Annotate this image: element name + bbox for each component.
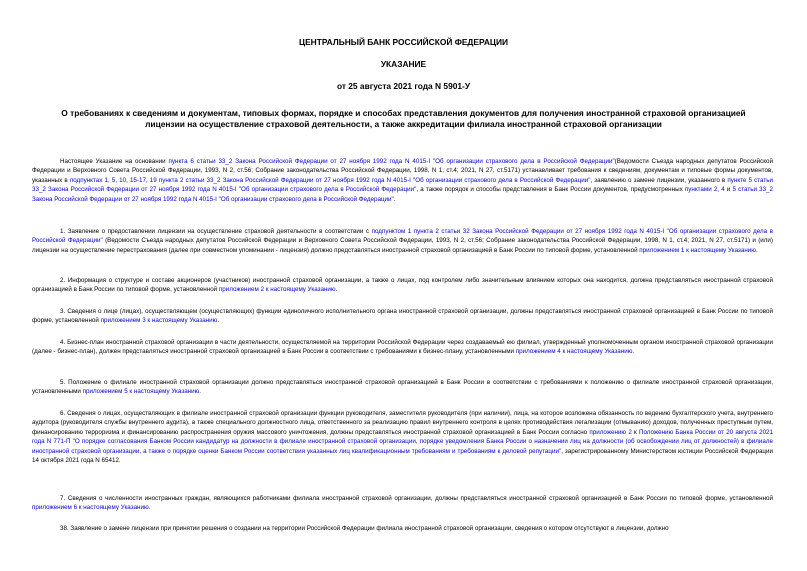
paragraph-38 <box>32 524 773 533</box>
paragraph-text: 38. Заявление о замене лицензии при принятии решения о создании на территории Российской Федерации филиала иностранной страховой организации, сведения о котором отсутствуют в лицензии, должно <box>60 525 669 532</box>
paragraph-text: 2. Информация о структуре и составе акционеров (участников) иностранной страховой организации, а также о лицах, под контролем либо значительным влиянием которых она находится, должна представляться иностранной страховой организацией в Банк России по типовой форме, установленной <box>32 277 773 294</box>
legal-reference-link[interactable]: приложением 4 к настоящему Указанию <box>515 348 633 356</box>
paragraph-text: . <box>632 348 635 356</box>
legal-reference-link[interactable]: приложением 5 к настоящему Указанию <box>82 388 200 396</box>
legal-reference-link[interactable]: подпунктах 1, 5, 10, 15-17, 19 пункта 2 статьи 33_2 Закона Российской Федерации от 27 ноября 1992 года N 4015-I "Об организации страхового дела в Российской Федерации" <box>69 176 591 184</box>
paragraph-text: . <box>148 504 151 512</box>
paragraph-2 <box>32 276 773 295</box>
paragraph-text: 6. Сведения о лицах, осуществляющих в филиале иностранной страховой организации функции руководителя, заместителя руководителя (при наличии), лица, на которое возложена обязанность по ведению бухгалтерского учета, внутреннего аудитора (руководителя службы внутреннего аудита), а также специального должностного лица, ответственного за реализацию правил внутреннего контроля в целях противодействия легализации (отмыванию) доходов, полученных преступным путем, финансированию терроризма и финансированию распространения оружия массового уничтожения, должны представляться иностранной страховой организацией в Банк России согласно <box>32 410 773 436</box>
paragraph-text: 7. Сведения о численности иностранных граждан, являющихся работниками филиала иностранной страховой организации, должны представляться иностранной страховой организацией в Банк России по типовой форме, установленной <box>60 495 773 502</box>
paragraph-text: 1. Заявление о предоставлении лицензии на осуществление страховой деятельности в соответствии с <box>60 228 372 235</box>
legal-reference-link[interactable]: приложением 6 к настоящему Указанию <box>32 504 149 512</box>
document-title: О требованиях к сведениям и документам, типовых формах, порядке и способах представления документов для получения иностранной страховой организацией лицензии на осуществление страховой деятельности, а также аккредитации филиала иностранной страховой организации <box>61 108 746 129</box>
legal-reference-link[interactable]: приложением 2 к настоящему Указанию <box>218 286 336 294</box>
issuer-heading: ЦЕНТРАЛЬНЫЙ БАНК РОССИЙСКОЙ ФЕДЕРАЦИИ <box>298 37 509 47</box>
paragraph-text: . <box>335 286 338 294</box>
paragraph-text: 3. Сведения о лице (лицах), осуществляющем (осуществляющих) функции единоличного исполнительного органа иностранной страховой организации, должны представляться иностранной страховой организацией в Банк России по типовой форме, установленной <box>32 308 773 325</box>
paragraph-text: (Ведомости Съезда народных депутатов Российской Федерации и Верховного Совета Российской Федерации, 1993, N 2, ст.56; Собрание законодательства Российской Федерации, 1998, N 1, ст.4; 2021, N 27, ст.5171) устанавливает требования к сведениям, документам и типовые формы документов, указанных в <box>32 158 773 184</box>
paragraph-text: . <box>217 317 220 325</box>
document-date-number: от 25 августа 2021 года N 5901-У <box>336 81 471 91</box>
paragraph-1 <box>32 227 773 255</box>
paragraph-6 <box>32 409 773 465</box>
paragraph-text: , а также порядок и способы представления в Банк России документов, предусмотренных <box>416 186 685 194</box>
paragraph-text: . <box>199 388 202 396</box>
legal-reference-link[interactable]: приложением 1 к настоящему Указанию <box>639 246 756 254</box>
legal-reference-link[interactable]: пунктами 2, 4 <box>684 186 725 194</box>
preamble-paragraph <box>32 157 773 204</box>
paragraph-3 <box>32 307 773 326</box>
paragraph-text: , заявлению о замене лицензии, указанного в <box>590 176 728 184</box>
legal-reference-link[interactable]: подпунктом 1 пункта 2 статьи 32 Закона Российской Федерации от 27 ноября 1992 года N 4015-I "Об организации страхового дела в Российской Федерации" <box>32 228 773 245</box>
legal-reference-link[interactable]: 5 статьи 33_2 Закона Российской Федерации от 27 ноября 1992 года N 4015-I "Об организации страхового дела в Российской Федерации" <box>32 186 774 203</box>
paragraph-text: , зарегистрированному Министерством юстиции Российской Федерации 14 октября 2021 года N 65412. <box>32 447 773 465</box>
paragraph-text: 4. Бизнес-план иностранной страховой организации в части деятельности, осуществляемой на территории Российской Федерации через создаваемый ею филиал, утвержденный уполномоченным органом иностранной страховой организации (далее - бизнес-план), должен представляться иностранной страховой организацией в Банк России в соответствии с требованиями к бизнес-плану, установленными <box>32 339 773 356</box>
paragraph-text: . <box>755 246 758 254</box>
legal-reference-link[interactable]: Положению Банка России от 20 августа 2021 года N 771-П "О порядке согласования Банком России кандидатур на должности в филиале иностранной страховой организации, порядке уведомления Банка России о назначении лиц на должности (об освобождении лиц от должностей) в филиале иностранной страховой организации, а также о порядке оценки Банком России соответствия указанных лиц квалификационным требованиям и требованиям к деловой репутации" <box>32 428 773 455</box>
legal-reference-link[interactable]: пункта 6 статьи 33_2 Закона Российской Федерации от 27 ноября 1992 года N 4015-I "Об организации страхового дела в Российской Федерации" <box>168 158 615 165</box>
paragraph-text: и <box>724 186 733 194</box>
paragraph-4 <box>32 338 773 357</box>
paragraph-7 <box>32 494 773 513</box>
legal-reference-link[interactable]: приложению 2 <box>589 428 632 436</box>
paragraph-text: (Ведомости Съезда народных депутатов Российской Федерации и Верховного Совета Российской Федерации, 1993, N 2, ст.56; Собрание законодательства Российской Федерации, 1998, N 1, ст.4; 2021, N 27, ст.5171) и (или) лицензии на осуществление перестрахования (далее при совместном упоминании - лицензия) должно представляться иностранной страховой организацией в Банк России по типовой форме, установленной <box>32 237 773 254</box>
legal-reference-link[interactable]: приложением 3 к настоящему Указанию <box>100 317 218 325</box>
paragraph-text: 5. Положение о филиале иностранной страховой организации должно представляться иностранной страховой организацией в Банк России в соответствии с требованиями к положению о филиале иностранной страховой организации, установленными <box>32 379 773 396</box>
paragraph-5 <box>32 378 773 397</box>
legal-reference-link[interactable]: пункте 5 статьи 33_2 Закона Российской Федерации от 27 ноября 1992 года N 4015-I "Об организации страхового дела в Российской Федерации" <box>32 176 773 194</box>
paragraph-text: . <box>393 195 396 203</box>
paragraph-text: Настоящее Указание на основании <box>60 158 169 165</box>
paragraph-text: к <box>631 428 639 436</box>
document-type-heading: УКАЗАНИЕ <box>380 59 427 69</box>
